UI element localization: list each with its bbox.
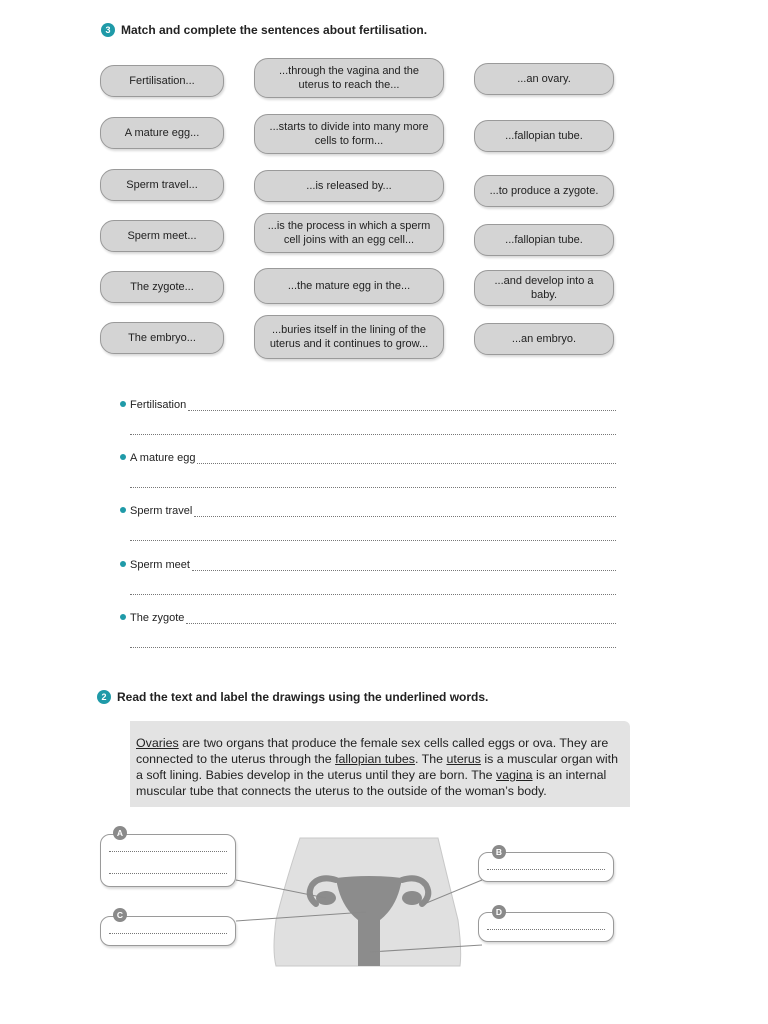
label-letter-b: B [492,845,506,859]
underlined-word-ovaries: Ovaries [136,736,179,750]
underlined-word-vagina: vagina [496,768,533,782]
answer-label-3: Sperm travel [130,505,193,517]
label-letter-a: A [113,826,127,840]
exercise-2-instruction: Read the text and label the drawings using the underlined words. [117,690,489,704]
underlined-word-uterus: uterus [446,752,481,766]
sentence-middle-6[interactable]: ...buries itself in the lining of the uterus and it continues to grow... [254,315,444,359]
sentence-start-2[interactable]: A mature egg... [100,117,224,149]
answer-row-2[interactable] [120,450,616,464]
answer-line[interactable] [130,539,616,541]
exercise-number-badge: 2 [97,690,111,704]
sentence-start-5[interactable]: The zygote... [100,271,224,303]
answer-line[interactable] [188,400,616,411]
label-line[interactable] [487,929,605,930]
exercise-3-instruction: Match and complete the sentences about fertilisation. [121,23,428,37]
answer-line[interactable] [197,453,616,464]
answer-line[interactable] [194,506,616,517]
answer-line[interactable] [192,560,616,571]
sentence-middle-5[interactable]: ...the mature egg in the... [254,268,444,304]
answer-label-2: A mature egg [130,452,196,464]
sentence-end-4[interactable]: ...fallopian tube. [474,224,614,256]
answer-line[interactable] [130,433,616,435]
exercise-number-badge: 3 [101,23,115,37]
sentence-end-6[interactable]: ...an embryo. [474,323,614,355]
label-letter-c: C [113,908,127,922]
label-line[interactable] [487,869,605,870]
answer-row-3[interactable] [120,503,616,517]
answer-label-4: Sperm meet [130,559,190,571]
sentence-middle-1[interactable]: ...through the vagina and the uterus to reach the... [254,58,444,98]
bullet-icon [120,507,126,513]
bullet-icon [120,561,126,567]
sentence-start-4[interactable]: Sperm meet... [100,220,224,252]
sentence-start-3[interactable]: Sperm travel... [100,169,224,201]
answer-label-5: The zygote [130,612,185,624]
text-part: are two organs that produce the female sex cells called eggs or ova. They are connected to the uterus through the [136,736,609,766]
underlined-word-fallopian-tubes: fallopian tubes [335,752,416,766]
text-part: is an internal muscular tube that connects the uterus to the outside of the woman’s body. [136,768,607,798]
label-letter-d: D [492,905,506,919]
exercise-2-heading [97,690,488,704]
answer-row-4[interactable] [120,557,616,571]
ovary-right [402,891,422,905]
answer-row-5[interactable] [120,610,616,624]
reading-text [130,721,630,807]
answer-row-1[interactable] [120,397,616,411]
label-box-a[interactable] [100,834,236,887]
answer-line[interactable] [130,646,616,648]
answer-line[interactable] [130,593,616,595]
sentence-end-3[interactable]: ...to produce a zygote. [474,175,614,207]
bullet-icon [120,401,126,407]
answer-label-1: Fertilisation [130,399,187,411]
sentence-end-5[interactable]: ...and develop into a baby. [474,270,614,306]
text-part: . The [415,752,447,766]
answer-line[interactable] [186,613,616,624]
label-line[interactable] [109,933,227,934]
sentence-middle-3[interactable]: ...is released by... [254,170,444,202]
text-part: is a muscular organ with a soft lining. Babies develop in the uterus until they are born. The [136,752,618,782]
sentence-middle-2[interactable]: ...starts to divide into many more cells to form... [254,114,444,154]
label-line[interactable] [109,873,227,874]
answer-line[interactable] [130,486,616,488]
exercise-3-heading [101,23,427,37]
bullet-icon [120,454,126,460]
sentence-start-6[interactable]: The embryo... [100,322,224,354]
sentence-end-1[interactable]: ...an ovary. [474,63,614,95]
sentence-start-1[interactable]: Fertilisation... [100,65,224,97]
bullet-icon [120,614,126,620]
label-line[interactable] [109,851,227,852]
sentence-middle-4[interactable]: ...is the process in which a sperm cell joins with an egg cell... [254,213,444,253]
sentence-end-2[interactable]: ...fallopian tube. [474,120,614,152]
